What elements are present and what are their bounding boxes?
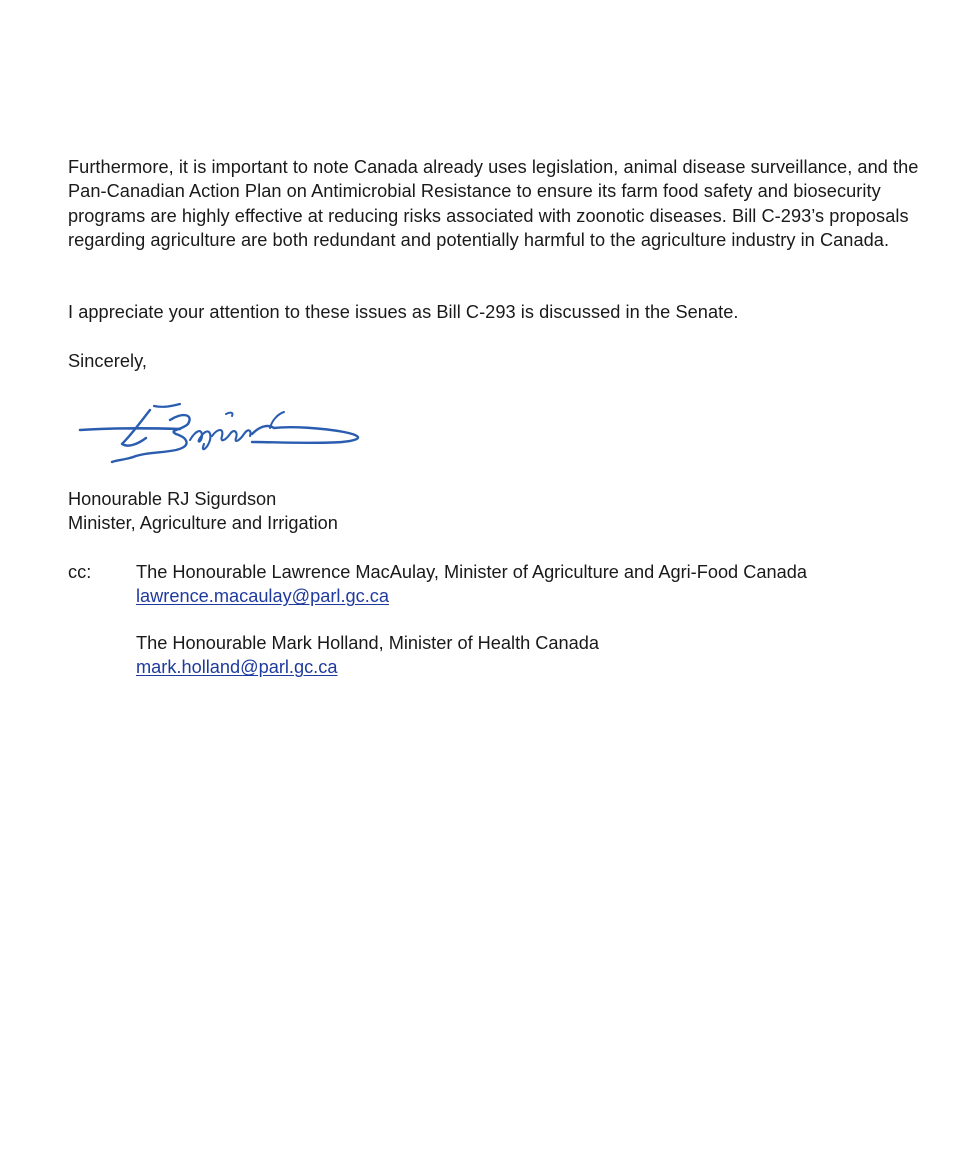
cc-recipient-macaulay <box>136 560 807 609</box>
cc-label: cc: <box>68 562 92 582</box>
cc-email-link[interactable]: mark.holland@parl.gc.ca <box>136 657 338 678</box>
cc-recipient-name: The Honourable Mark Holland, Minister of Health Canada <box>136 633 600 653</box>
handwritten-signature-icon <box>72 398 372 468</box>
paragraph-bill-context: Furthermore, it is important to note Canada already uses legislation, animal disease surveillance, and the Pan-Canadian Action Plan on Antimicrobial Resistance to ensure its farm food safety and biosecurity programs are highly effective at reducing risks associated with zoonotic diseases. Bill C-293’s proposals regarding agriculture are both redundant and potentially harmful to the agriculture industry in Canada. <box>68 157 919 250</box>
cc-recipient-holland <box>136 631 599 680</box>
cc-recipient-name: The Honourable Lawrence MacAulay, Minister of Agriculture and Agri-Food Canada <box>136 562 807 582</box>
signer-name: Honourable RJ Sigurdson <box>68 489 277 509</box>
signer-title: Minister, Agriculture and Irrigation <box>68 513 338 534</box>
paragraph-appreciation: I appreciate your attention to these issues as Bill C-293 is discussed in the Senate. <box>68 302 739 322</box>
cc-email-link[interactable]: lawrence.macaulay@parl.gc.ca <box>136 586 389 607</box>
signature-block <box>68 487 338 536</box>
closing-salutation: Sincerely, <box>68 351 148 371</box>
